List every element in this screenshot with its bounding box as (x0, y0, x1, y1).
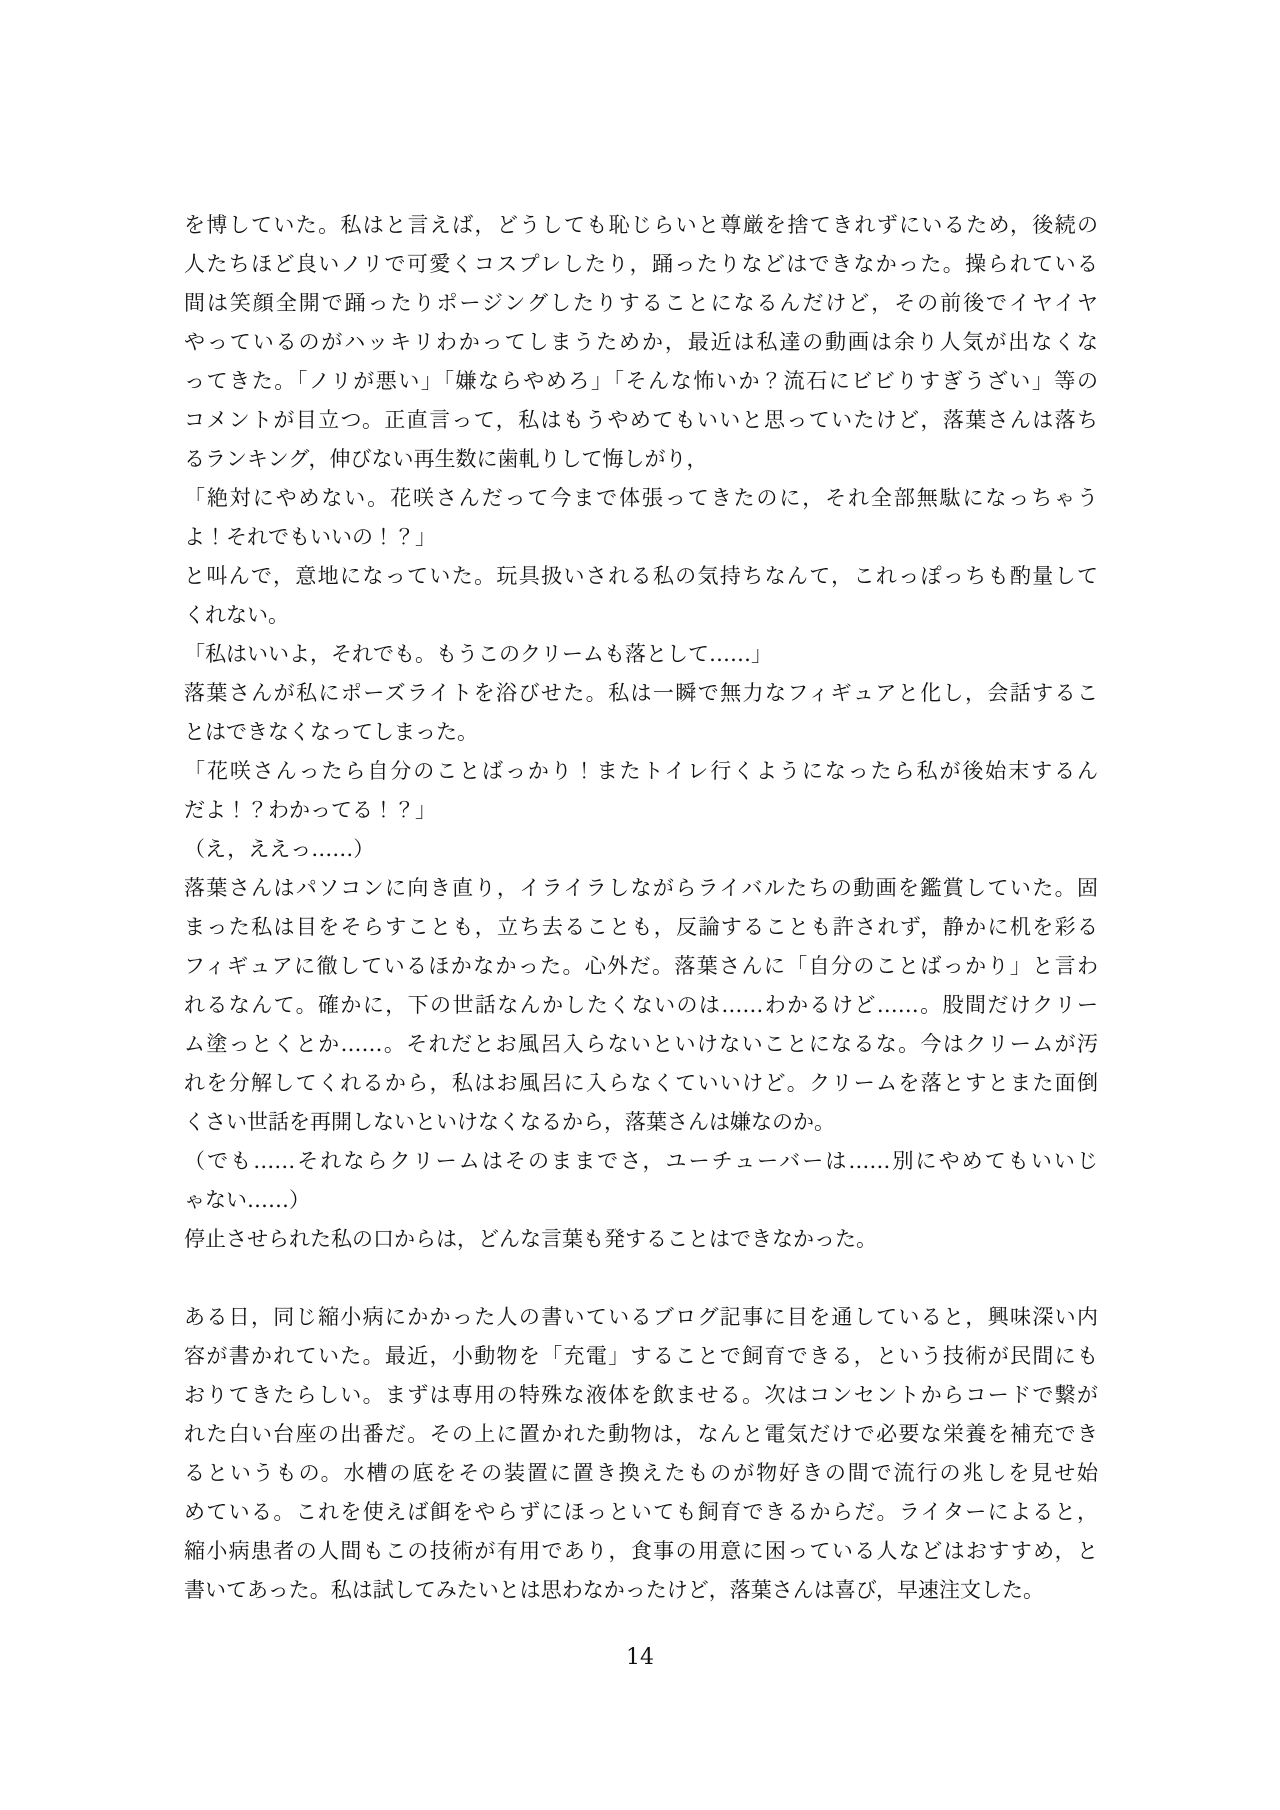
paragraph-block (184, 206, 1098, 1259)
text-line: を博していた。私はと言えば，どうしても恥じらいと尊厳を捨てきれずにいるため，後続の (184, 213, 1098, 237)
text-line: ム塗っとくとか……。それだとお風呂入らないといけないことになるな。今はクリームが汚 (184, 1032, 1098, 1056)
text-line: れた白い台座の出番だ。その上に置かれた動物は，なんと電気だけで必要な栄養を補充でき (184, 1422, 1098, 1446)
text-line: るというもの。水槽の底をその装置に置き換えたものが物好きの間で流行の兆しを見せ始 (184, 1461, 1098, 1485)
text-line: やっているのがハッキリわかってしまうためか，最近は私達の動画は余り人気が出なくな (184, 330, 1098, 354)
text-line: めている。これを使えば餌をやらずにほっといても飼育できるからだ。ライターによると， (184, 1500, 1098, 1524)
text-line: 間は笑顔全開で踊ったりポージングしたりすることになるんだけど，その前後でイヤイヤ (184, 291, 1098, 315)
text-line: よ！それでもいいの！？」 (184, 525, 436, 549)
text-line: ある日，同じ縮小病にかかった人の書いているブログ記事に目を通していると，興味深い内 (184, 1305, 1098, 1329)
text-line: 「私はいいよ，それでも。もうこのクリームも落として……」 (184, 642, 772, 666)
paragraph-block (184, 1298, 1098, 1610)
text-line: 縮小病患者の人間もこの技術が有用であり，食事の用意に困っている人などはおすすめ，と (184, 1539, 1098, 1563)
text-line: おりてきたらしい。まずは専用の特殊な液体を飲ませる。次はコンセントからコードで繋が (184, 1383, 1098, 1407)
body-text (184, 206, 1098, 1610)
text-line: くさい世話を再開しないといけなくなるから，落葉さんは嫌なのか。 (184, 1110, 835, 1134)
text-line: フィギュアに徹しているほかなかった。心外だ。落葉さんに「自分のことばっかり」と言わ (184, 954, 1098, 978)
text-line: 「絶対にやめない。花咲さんだって今まで体張ってきたのに，それ全部無駄になっちゃう (184, 486, 1098, 510)
text-line: と叫んで，意地になっていた。玩具扱いされる私の気持ちなんて，これっぽっちも酌量して (184, 564, 1098, 588)
text-line: れを分解してくれるから，私はお風呂に入らなくていいけど。クリームを落とすとまた面倒 (184, 1071, 1098, 1095)
text-line: 「花咲さんったら自分のことばっかり！またトイレ行くようになったら私が後始末するん (184, 759, 1098, 783)
text-line: 停止させられた私の口からは，どんな言葉も発することはできなかった。 (184, 1227, 877, 1251)
text-line: るランキング，伸びない再生数に歯軋りして悔しがり， (184, 447, 708, 471)
text-line: ゃない……） (184, 1188, 310, 1212)
text-line: 人たちほど良いノリで可愛くコスプレしたり，踊ったりなどはできなかった。操られている (184, 252, 1098, 276)
text-line: ってきた。「ノリが悪い」「嫌ならやめろ」「そんな怖いか？流石にビビりすぎうざい」等の (184, 369, 1098, 393)
text-line: くれない。 (184, 603, 289, 627)
text-line: 書いてあった。私は試してみたいとは思わなかったけど，落葉さんは喜び，早速注文した。 (184, 1578, 1044, 1602)
text-line: だよ！？わかってる！？」 (184, 798, 436, 822)
text-line: まった私は目をそらすことも，立ち去ることも，反論することも許されず，静かに机を彩る (184, 915, 1098, 939)
text-line: （でも……それならクリームはそのままでさ，ユーチューバーは……別にやめてもいいじ (184, 1149, 1098, 1173)
text-line: とはできなくなってしまった。 (184, 720, 478, 744)
text-line: れるなんて。確かに，下の世話なんかしたくないのは……わかるけど……。股間だけクリー (184, 993, 1098, 1017)
text-line: 容が書かれていた。最近，小動物を「充電」することで飼育できる，という技術が民間にも (184, 1344, 1098, 1368)
text-line: 落葉さんが私にポーズライトを浴びせた。私は一瞬で無力なフィギュアと化し，会話するこ (184, 681, 1098, 705)
text-line: 落葉さんはパソコンに向き直り，イライラしながらライバルたちの動画を鑑賞していた。固 (184, 876, 1098, 900)
text-line: コメントが目立つ。正直言って，私はもうやめてもいいと思っていたけど，落葉さんは落ち (184, 408, 1098, 432)
text-line: （え，ええっ……） (184, 837, 375, 861)
page-number: 14 (626, 1645, 654, 1670)
